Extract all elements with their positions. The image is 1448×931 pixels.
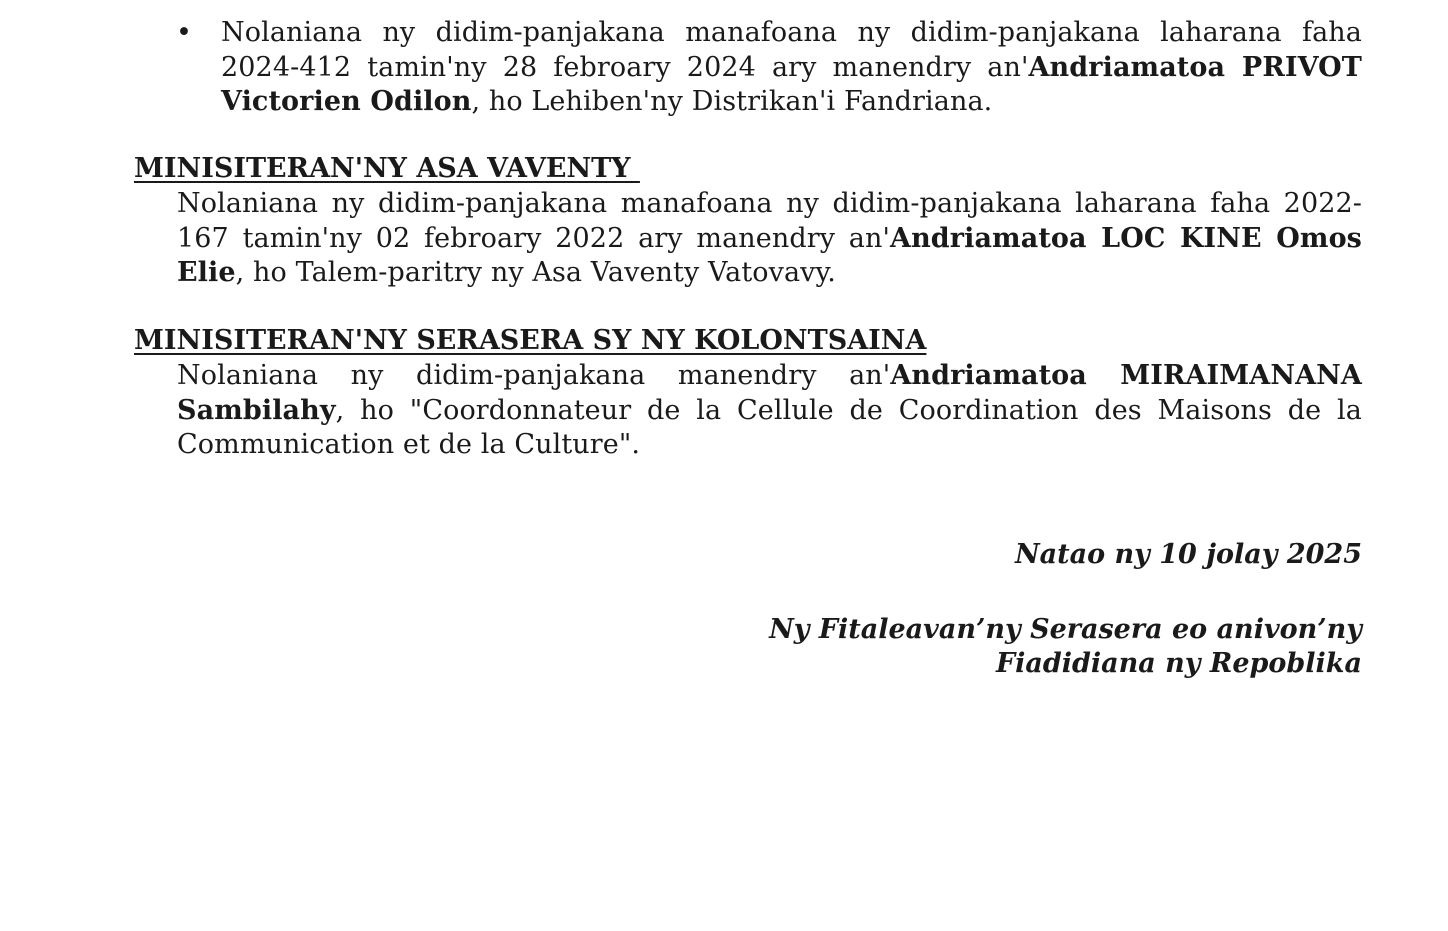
bullet-appointee-name: Andriamatoa PRIVOT Victorien Odilon [221,51,1362,117]
section-appointee-name: Andriamatoa MIRAIMANANA Sambilahy [177,360,1362,426]
section-text-before: Nolaniana ny didim-panjakana manendry an' [177,360,891,391]
bullet-marker: • [176,17,192,48]
signature-date: Natao ny 10 jolay 2025 [1014,539,1362,570]
section-heading-asa-vaventy: MINISITERAN'NY ASA VAVENTY [134,153,640,184]
section-text-after: , ho Talem-paritry ny Asa Vaventy Vatovavy. [235,257,836,288]
section-paragraph-asa-vaventy [177,187,1362,291]
bullet-text-after: , ho Lehiben'ny Distrikan'i Fandriana. [471,86,993,117]
section-paragraph-serasera [177,359,1362,463]
signature-title-line1: Ny Fitaleavan’ny Serasera eo anivon’ny [769,614,1362,645]
bullet-paragraph [221,16,1362,120]
section-text-before: Nolaniana ny didim-panjakana manafoana ny didim-panjakana laharana faha 2022-167 tamin'ny 02 febroary 2022 ary manendry an' [177,188,1362,254]
signature-title-line2: Fiadidiana ny Repoblika [995,648,1362,679]
bullet-text-before: Nolaniana ny didim-panjakana manafoana ny didim-panjakana laharana faha 2024-412 tamin'ny 28 febroary 2024 ary manendry an' [221,17,1362,83]
section-text-after: , ho "Coordonnateur de la Cellule de Coordination des Maisons de la Communication et de la Culture". [177,394,1362,460]
section-appointee-name: Andriamatoa LOC KINE Omos Elie [177,222,1362,288]
section-heading-serasera: MINISITERAN'NY SERASERA SY NY KOLONTSAINA [134,325,927,356]
